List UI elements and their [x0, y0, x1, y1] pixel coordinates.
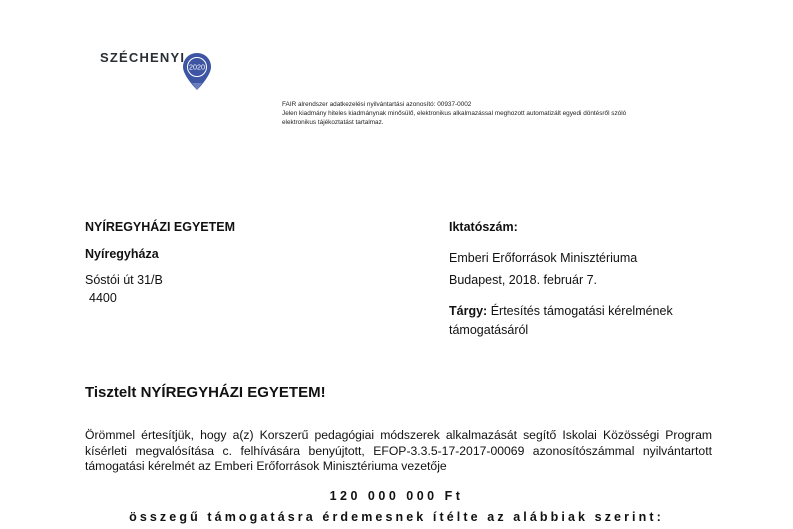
reference-number-label: Iktatószám: [449, 220, 518, 234]
logo-text: SZÉCHENYI [100, 50, 186, 65]
subject-text: Értesítés támogatási kérelmének [490, 304, 673, 318]
szechenyi-logo [100, 50, 205, 72]
subject-label: Tárgy: [449, 304, 488, 318]
fair-id-line: FAIR alrendszer adatkezelési nyilvántartási azonosító: 00937-0002 [282, 101, 472, 108]
subject-line [449, 304, 673, 318]
decision-line: összegű támogatásra érdemesnek ítélte az alábbiak szerint: [129, 510, 664, 524]
location-pin-icon [182, 52, 212, 92]
fair-authentic-line: Jelen kiadmány hiteles kiadmánynak minősülő, elektronikus alkalmazással meghozott automatizált egyedi döntésről szóló [282, 110, 627, 117]
recipient-street: Sóstói út 31/B [85, 273, 163, 287]
ministry-name: Emberi Erőforrások Minisztériuma [449, 251, 638, 265]
recipient-city: Nyíregyháza [85, 247, 159, 261]
recipient-name: NYÍREGYHÁZI EGYETEM [85, 220, 236, 234]
grant-amount: 120 000 000 Ft [329, 489, 464, 503]
recipient-zip: 4400 [89, 291, 117, 305]
place-and-date: Budapest, 2018. február 7. [449, 273, 598, 287]
fair-notice [282, 100, 714, 127]
logo-badge: 2020 [189, 62, 205, 72]
subject-text-continued: támogatásáról [449, 323, 529, 337]
letter-greeting: Tisztelt NYÍREGYHÁZI EGYETEM! [85, 384, 326, 401]
fair-info-line: elektronikus tájékoztatást tartalmaz. [282, 119, 384, 126]
letter-paragraph: Örömmel értesítjük, hogy a(z) Korszerű pedagógiai módszerek alkalmazását segítő Iskolai Közösségi Program kísérleti megvalósítása c. felhívására benyújtott, EFOP-3.3.5-17-2017-00069 azonosítószámmal nyilvántartott támogatási kérelmét az Emberi Erőforrások Minisztériuma vezetője [85, 428, 712, 473]
